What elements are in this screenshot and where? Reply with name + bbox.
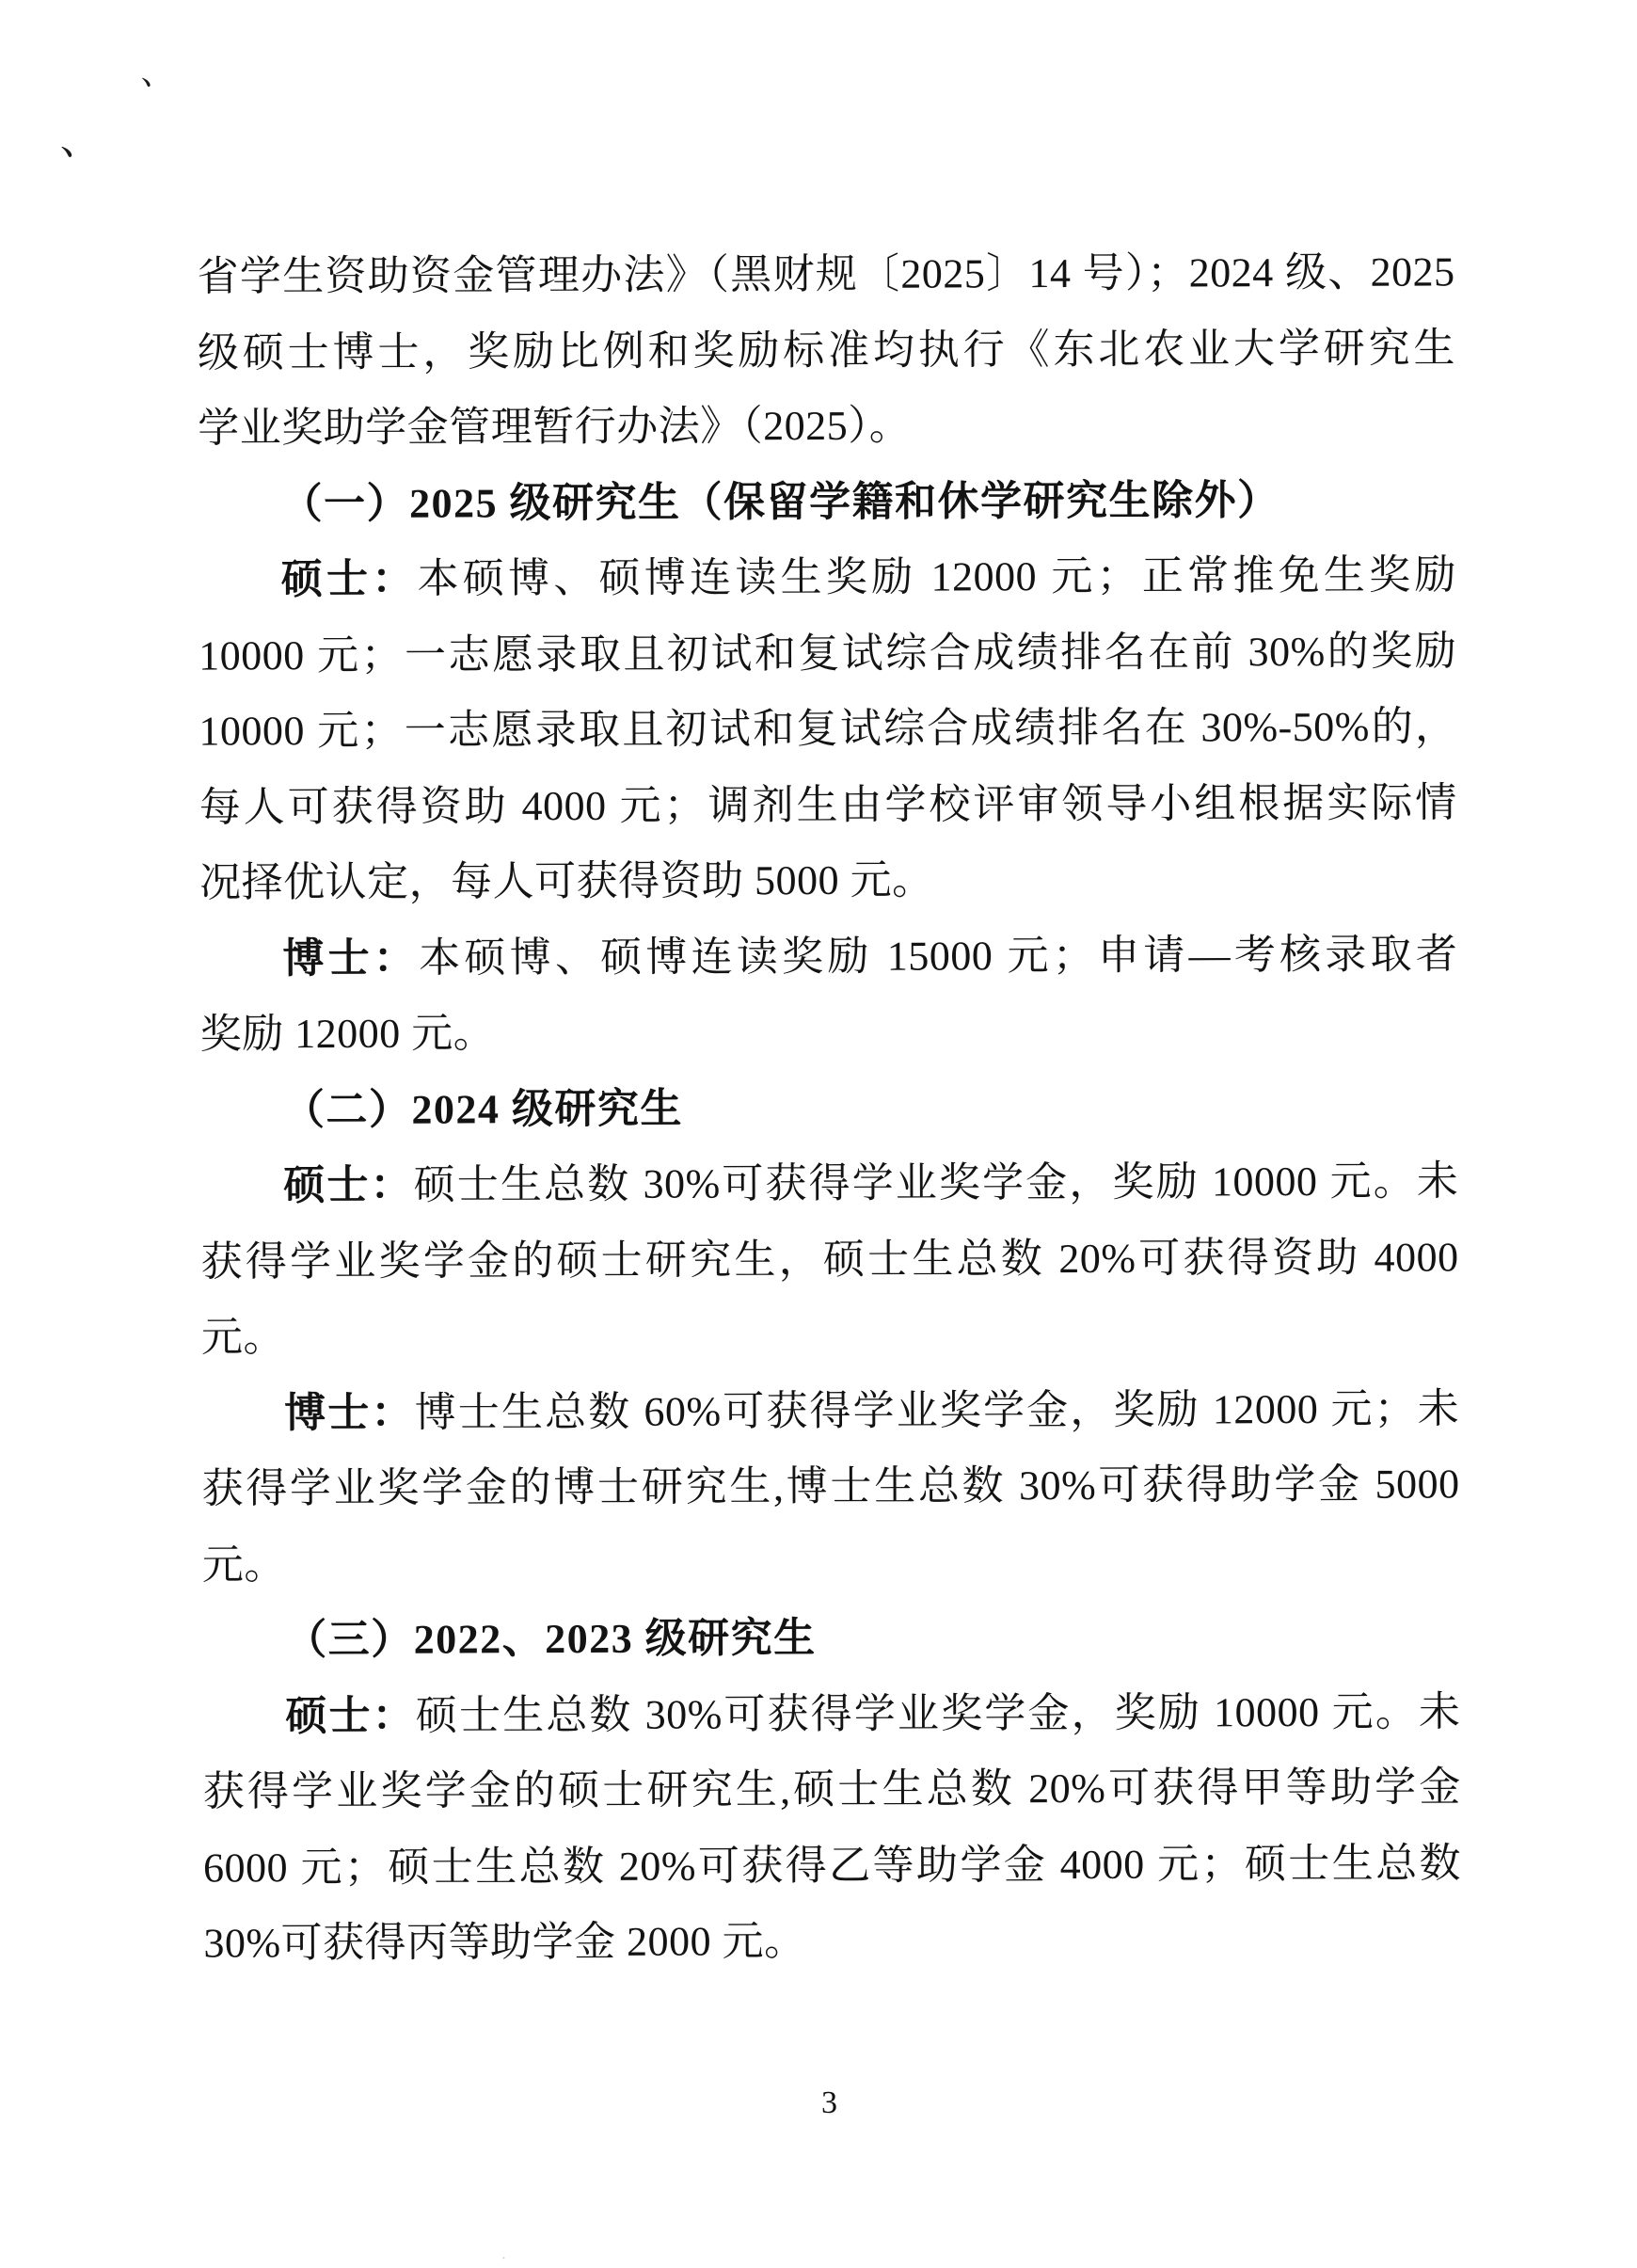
paragraph-lead-label: 硕士：	[285, 1692, 416, 1739]
pen-mark-artifact: 、	[59, 117, 103, 165]
paragraph-lead-label: 博士：	[284, 1389, 415, 1436]
text-line: 博士：博士生总数 60%可获得学业奖学金，奖励 12000 元；未	[284, 1384, 1460, 1436]
section-heading-line: （二）2024 级研究生	[282, 1085, 684, 1133]
paragraph-lead-label: 硕士：	[280, 555, 418, 603]
text-line: 省学生资助资金管理办法》（黑财规〔2025〕14 号）；2024 级、2025	[197, 248, 1455, 300]
text-line: 6000 元；硕士生总数 20%可获得乙等助学金 4000 元；硕士生总数	[202, 1839, 1462, 1892]
text-line: 学业奖助学金管理暂行办法》（2025）。	[198, 402, 912, 452]
scan-speck-artifact: .	[501, 2245, 508, 2263]
text-line: 硕士：本硕博、硕博连读生奖励 12000 元；正常推免生奖励	[280, 551, 1456, 603]
text-line: 获得学业奖学金的博士研究生,博士生总数 30%可获得助学金 5000	[201, 1461, 1460, 1512]
text-line: 30%可获得丙等助学金 2000 元。	[203, 1918, 806, 1967]
text-line: 元。	[201, 1541, 286, 1589]
text-line: 博士：本硕博、硕博连读奖励 15000 元；申请—考核录取者	[282, 930, 1458, 982]
text-line: 硕士：硕士生总数 30%可获得学业奖学金，奖励 10000 元。未	[285, 1687, 1461, 1739]
text-line: 硕士：硕士生总数 30%可获得学业奖学金，奖励 10000 元。未	[283, 1158, 1459, 1209]
document-body	[197, 234, 1461, 1982]
text-line: 获得学业奖学金的硕士研究生，硕士生总数 20%可获得资助 4000	[200, 1233, 1459, 1286]
paragraph-lead-label: 硕士：	[283, 1161, 414, 1209]
text-line: 况择优认定，每人可获得资助 5000 元。	[199, 856, 934, 906]
paragraph-lead-label: 博士：	[282, 934, 420, 982]
section-heading-line: （一）2025 级研究生（保留学籍和休学研究生除外）	[280, 476, 1280, 527]
section-heading-line: （三）2022、2023 级研究生	[285, 1615, 817, 1664]
text-line: 获得学业奖学金的硕士研究生,硕士生总数 20%可获得甲等助学金	[202, 1764, 1461, 1815]
text-line: 10000 元；一志愿录取且初试和复试综合成绩排名在 30%-50%的，	[199, 703, 1457, 755]
pen-mark-artifact: 、	[139, 53, 177, 94]
text-line: 级硕士博士，奖励比例和奖励标准均执行《东北农业大学研究生	[197, 324, 1455, 376]
text-line: 10000 元；一志愿录取且初试和复试综合成绩排名在前 30%的奖励	[199, 627, 1457, 679]
page-number: 3	[821, 2085, 837, 2120]
text-line: 每人可获得资助 4000 元；调剂生由学校评审领导小组根据实际情	[199, 778, 1457, 831]
text-line: 元。	[200, 1314, 286, 1361]
text-line: 奖励 12000 元。	[199, 1010, 496, 1058]
